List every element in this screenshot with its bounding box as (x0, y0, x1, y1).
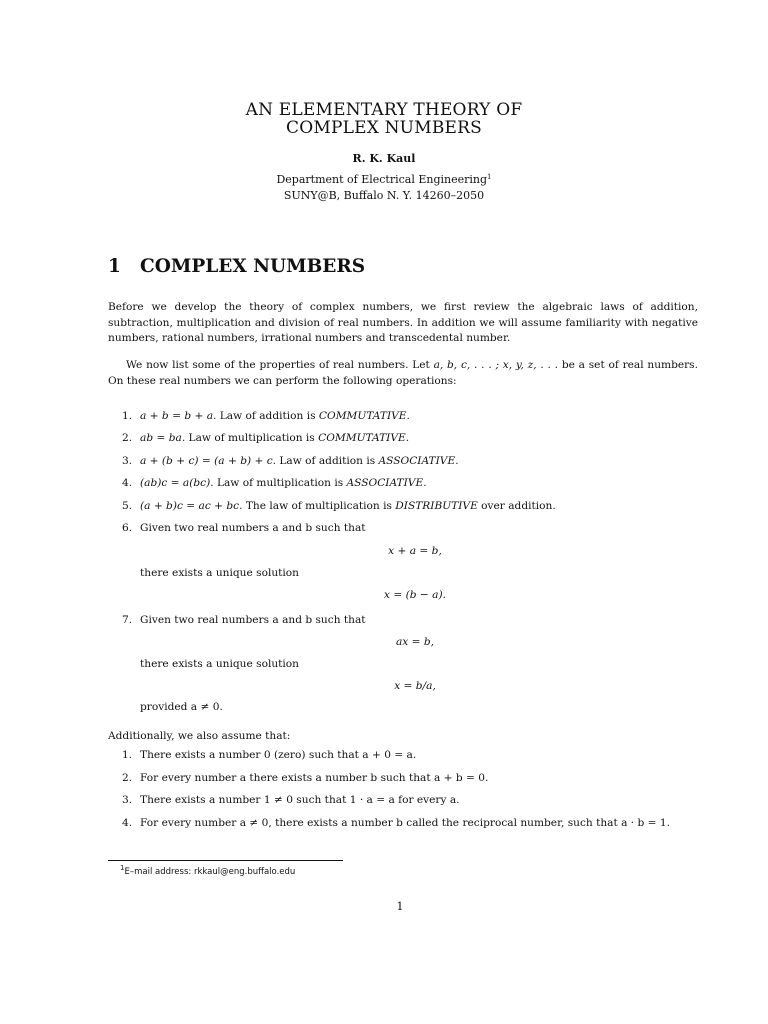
paragraph-text: be a set of real numbers. On these real numbers we can perform the following operations: (108, 359, 698, 387)
item-number: 1. (122, 410, 133, 422)
item-text: For every number a there exists a number b such that a + b = 0. (140, 772, 489, 784)
display-equation: x + a = b, (388, 545, 442, 557)
list-item (122, 817, 670, 829)
list-item (122, 477, 427, 489)
item-text: there exists a unique solution (140, 567, 300, 579)
item-text: . (423, 477, 427, 489)
item-number: 1. (122, 749, 133, 761)
item-text: provided a ≠ 0. (140, 701, 223, 713)
math-inline: (a + b)c = ac + bc (140, 500, 240, 512)
item-number: 7. (122, 614, 133, 626)
item-number: 5. (122, 500, 133, 512)
math-inline: (ab)c = a(bc) (140, 477, 211, 489)
page-number: 1 (396, 900, 404, 913)
item-number: 3. (122, 794, 133, 806)
title-line-1: AN ELEMENTARY THEORY OF (245, 100, 523, 120)
item-text: . Law of addition is (213, 410, 319, 422)
item-text: over addition. (477, 500, 556, 512)
item-text: . (455, 455, 459, 467)
item-text: . (406, 410, 410, 422)
list-item (122, 432, 409, 444)
list-item (122, 749, 416, 761)
item-text: There exists a number 0 (zero) such that a + 0 = a. (140, 749, 417, 761)
math-inline: ab = ba (140, 432, 182, 444)
item-text: Given two real numbers a and b such that (140, 522, 366, 534)
list-item (122, 500, 556, 512)
item-text: . Law of multiplication is (181, 432, 319, 444)
math-inline: a, b, c, . . . ; x, y, z, . . . (433, 359, 559, 371)
item-number: 6. (122, 522, 133, 534)
footnote-mark: 1 (487, 173, 492, 181)
item-text: . Law of multiplication is (210, 477, 347, 489)
affiliation-line-1 (0, 173, 768, 186)
math-inline: a + b = b + a (140, 410, 214, 422)
list-item (122, 522, 366, 534)
item-text: . The law of multiplication is (239, 500, 396, 512)
title-line-2: COMPLEX NUMBERS (286, 118, 482, 138)
item-text: . (405, 432, 410, 444)
item-text: . Law of addition is (272, 455, 379, 467)
list-item (122, 772, 488, 784)
display-equation: ax = b, (395, 636, 435, 648)
list-item (122, 794, 460, 806)
affiliation-text: Department of Electrical Engineering (276, 173, 488, 186)
paragraph-text: We now list some of the properties of real numbers. Let (126, 359, 434, 371)
section-heading (108, 256, 365, 277)
display-equation: x = b/a, (394, 680, 436, 692)
affiliation-line-2: SUNY@B, Buffalo N. Y. 14260–2050 (283, 189, 485, 202)
list-item (122, 455, 459, 467)
display-equation: x = (b − a). (384, 589, 446, 601)
math-inline: a + (b + c) = (a + b) + c (140, 455, 273, 467)
paragraph-properties (108, 358, 698, 389)
law-term: COMMUTATIVE (318, 410, 407, 422)
item-number: 4. (122, 817, 133, 829)
section-number: 1 (108, 256, 121, 277)
list-item (122, 614, 366, 626)
law-term: ASSOCIATIVE (346, 477, 424, 489)
footnote-rule (108, 860, 343, 861)
item-text: there exists a unique solution (140, 658, 300, 670)
paragraph-additionally: Additionally, we also assume that: (108, 730, 291, 742)
paragraph-intro: Before we develop the theory of complex numbers, we first review the algebraic laws of addition, subtraction, multiplication and division of real numbers. In addition we will assume familiarity with negative numbers, rational numbers, irrational numbers and transcedental number. (108, 301, 698, 344)
list-item (122, 410, 410, 422)
item-number: 2. (122, 772, 133, 784)
footnote-mark: 1 (120, 864, 125, 872)
law-term: COMMUTATIVE (318, 432, 406, 444)
footnote (120, 864, 295, 877)
item-text: There exists a number 1 ≠ 0 such that 1 · a = a for every a. (140, 794, 460, 806)
item-number: 4. (122, 477, 133, 489)
author: R. K. Kaul (352, 152, 416, 165)
law-term: DISTRIBUTIVE (395, 500, 478, 512)
section-title: COMPLEX NUMBERS (140, 256, 366, 277)
item-text: Given two real numbers a and b such that (140, 614, 366, 626)
footnote-text: E–mail address: rkkaul@eng.buffalo.edu (124, 867, 296, 877)
item-text: For every number a ≠ 0, there exists a number b called the reciprocal number, such that a · b = 1. (140, 817, 671, 829)
item-number: 2. (122, 432, 133, 444)
item-number: 3. (122, 455, 133, 467)
law-term: ASSOCIATIVE (378, 455, 456, 467)
